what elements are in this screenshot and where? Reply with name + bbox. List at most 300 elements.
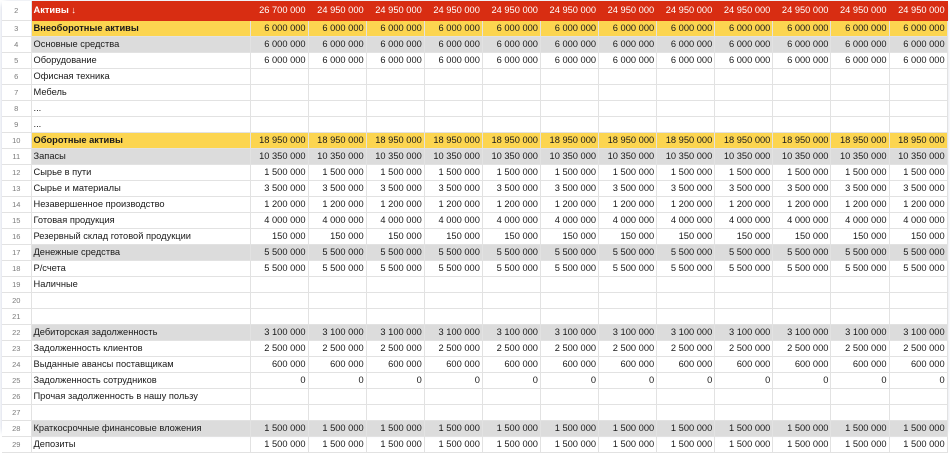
value-cell[interactable]: 150 000 (831, 229, 889, 245)
value-cell[interactable]: 10 350 000 (540, 149, 598, 165)
value-cell[interactable]: 1 200 000 (715, 197, 773, 213)
value-cell[interactable] (308, 69, 366, 85)
value-cell[interactable]: 0 (657, 373, 715, 389)
value-cell[interactable]: 5 500 000 (599, 245, 657, 261)
value-cell[interactable] (715, 117, 773, 133)
value-cell[interactable]: 6 000 000 (366, 21, 424, 37)
value-cell[interactable]: 1 200 000 (308, 197, 366, 213)
value-cell[interactable]: 10 350 000 (831, 149, 889, 165)
value-cell[interactable] (540, 101, 598, 117)
header-value-cell[interactable]: 24 950 000 (657, 1, 715, 21)
value-cell[interactable] (657, 101, 715, 117)
value-cell[interactable]: 1 200 000 (773, 197, 831, 213)
value-cell[interactable]: 0 (773, 373, 831, 389)
value-cell[interactable]: 1 200 000 (482, 197, 540, 213)
value-cell[interactable] (482, 293, 540, 309)
value-cell[interactable] (424, 405, 482, 421)
header-value-cell[interactable]: 24 950 000 (599, 1, 657, 21)
value-cell[interactable]: 6 000 000 (366, 53, 424, 69)
value-cell[interactable]: 5 500 000 (540, 261, 598, 277)
value-cell[interactable]: 0 (424, 373, 482, 389)
value-cell[interactable] (599, 309, 657, 325)
value-cell[interactable] (482, 69, 540, 85)
value-cell[interactable]: 150 000 (889, 229, 947, 245)
value-cell[interactable] (831, 85, 889, 101)
value-cell[interactable]: 10 350 000 (366, 149, 424, 165)
value-cell[interactable]: 6 000 000 (599, 37, 657, 53)
value-cell[interactable] (366, 293, 424, 309)
row-label-cell[interactable]: Основные средства (31, 37, 250, 53)
value-cell[interactable]: 1 500 000 (715, 437, 773, 453)
value-cell[interactable]: 1 500 000 (424, 421, 482, 437)
value-cell[interactable]: 1 500 000 (540, 437, 598, 453)
value-cell[interactable] (599, 69, 657, 85)
value-cell[interactable]: 6 000 000 (482, 21, 540, 37)
value-cell[interactable]: 3 500 000 (599, 181, 657, 197)
row-label-cell[interactable] (31, 309, 250, 325)
value-cell[interactable] (773, 69, 831, 85)
value-cell[interactable]: 6 000 000 (773, 53, 831, 69)
value-cell[interactable]: 3 500 000 (424, 181, 482, 197)
value-cell[interactable]: 5 500 000 (889, 245, 947, 261)
value-cell[interactable]: 10 350 000 (889, 149, 947, 165)
value-cell[interactable] (773, 117, 831, 133)
value-cell[interactable]: 18 950 000 (540, 133, 598, 149)
value-cell[interactable]: 0 (308, 373, 366, 389)
value-cell[interactable] (599, 85, 657, 101)
value-cell[interactable] (424, 101, 482, 117)
value-cell[interactable]: 5 500 000 (308, 261, 366, 277)
value-cell[interactable]: 6 000 000 (540, 37, 598, 53)
value-cell[interactable]: 4 000 000 (715, 213, 773, 229)
row-label-cell[interactable]: Задолженность клиентов (31, 341, 250, 357)
value-cell[interactable] (657, 85, 715, 101)
value-cell[interactable]: 1 500 000 (831, 437, 889, 453)
value-cell[interactable]: 1 200 000 (424, 197, 482, 213)
value-cell[interactable] (715, 389, 773, 405)
value-cell[interactable]: 600 000 (366, 357, 424, 373)
value-cell[interactable]: 6 000 000 (250, 37, 308, 53)
value-cell[interactable]: 2 500 000 (773, 341, 831, 357)
value-cell[interactable]: 10 350 000 (599, 149, 657, 165)
row-label-cell[interactable]: Дебиторская задолженность (31, 325, 250, 341)
value-cell[interactable]: 3 100 000 (599, 325, 657, 341)
value-cell[interactable]: 4 000 000 (424, 213, 482, 229)
value-cell[interactable]: 600 000 (599, 357, 657, 373)
value-cell[interactable] (773, 389, 831, 405)
value-cell[interactable]: 3 500 000 (773, 181, 831, 197)
value-cell[interactable] (773, 293, 831, 309)
value-cell[interactable]: 600 000 (424, 357, 482, 373)
value-cell[interactable]: 1 500 000 (773, 437, 831, 453)
value-cell[interactable] (540, 309, 598, 325)
value-cell[interactable] (599, 405, 657, 421)
value-cell[interactable]: 4 000 000 (482, 213, 540, 229)
value-cell[interactable]: 5 500 000 (657, 261, 715, 277)
value-cell[interactable]: 1 500 000 (366, 421, 424, 437)
row-label-cell[interactable]: Мебель (31, 85, 250, 101)
value-cell[interactable]: 5 500 000 (540, 245, 598, 261)
value-cell[interactable]: 1 200 000 (250, 197, 308, 213)
value-cell[interactable] (250, 69, 308, 85)
value-cell[interactable]: 6 000 000 (715, 53, 773, 69)
value-cell[interactable]: 18 950 000 (424, 133, 482, 149)
value-cell[interactable] (657, 405, 715, 421)
value-cell[interactable] (831, 293, 889, 309)
value-cell[interactable] (540, 277, 598, 293)
value-cell[interactable]: 1 500 000 (540, 421, 598, 437)
value-cell[interactable]: 150 000 (250, 229, 308, 245)
value-cell[interactable]: 5 500 000 (482, 261, 540, 277)
value-cell[interactable]: 6 000 000 (831, 21, 889, 37)
value-cell[interactable] (831, 101, 889, 117)
value-cell[interactable] (773, 277, 831, 293)
value-cell[interactable]: 6 000 000 (308, 37, 366, 53)
value-cell[interactable]: 6 000 000 (599, 21, 657, 37)
value-cell[interactable] (831, 69, 889, 85)
value-cell[interactable]: 2 500 000 (482, 341, 540, 357)
row-label-cell[interactable]: Оборудование (31, 53, 250, 69)
value-cell[interactable]: 150 000 (540, 229, 598, 245)
value-cell[interactable]: 6 000 000 (424, 21, 482, 37)
value-cell[interactable] (540, 85, 598, 101)
value-cell[interactable]: 4 000 000 (773, 213, 831, 229)
value-cell[interactable]: 4 000 000 (599, 213, 657, 229)
value-cell[interactable]: 1 500 000 (715, 421, 773, 437)
row-label-cell[interactable]: Оборотные активы (31, 133, 250, 149)
value-cell[interactable] (599, 277, 657, 293)
value-cell[interactable]: 6 000 000 (540, 53, 598, 69)
value-cell[interactable] (366, 69, 424, 85)
value-cell[interactable]: 5 500 000 (715, 261, 773, 277)
value-cell[interactable] (657, 309, 715, 325)
value-cell[interactable]: 1 500 000 (599, 421, 657, 437)
value-cell[interactable]: 600 000 (773, 357, 831, 373)
value-cell[interactable]: 150 000 (424, 229, 482, 245)
value-cell[interactable]: 4 000 000 (540, 213, 598, 229)
value-cell[interactable] (482, 309, 540, 325)
value-cell[interactable] (250, 85, 308, 101)
value-cell[interactable] (889, 117, 947, 133)
value-cell[interactable] (715, 277, 773, 293)
header-value-cell[interactable]: 24 950 000 (540, 1, 598, 21)
value-cell[interactable]: 2 500 000 (599, 341, 657, 357)
row-label-cell[interactable] (31, 405, 250, 421)
value-cell[interactable] (424, 117, 482, 133)
row-label-cell[interactable]: Сырье в пути (31, 165, 250, 181)
value-cell[interactable]: 1 200 000 (889, 197, 947, 213)
value-cell[interactable]: 1 200 000 (599, 197, 657, 213)
value-cell[interactable] (773, 309, 831, 325)
value-cell[interactable]: 3 500 000 (889, 181, 947, 197)
value-cell[interactable] (540, 69, 598, 85)
row-label-cell[interactable]: Краткосрочные финансовые вложения (31, 421, 250, 437)
value-cell[interactable]: 150 000 (773, 229, 831, 245)
value-cell[interactable] (831, 117, 889, 133)
value-cell[interactable]: 0 (366, 373, 424, 389)
header-label-cell[interactable]: Активы ↓ (31, 1, 250, 21)
value-cell[interactable] (540, 117, 598, 133)
value-cell[interactable]: 5 500 000 (250, 261, 308, 277)
value-cell[interactable] (482, 405, 540, 421)
value-cell[interactable] (889, 309, 947, 325)
value-cell[interactable] (715, 293, 773, 309)
row-label-cell[interactable]: Офисная техника (31, 69, 250, 85)
header-value-cell[interactable]: 24 950 000 (831, 1, 889, 21)
value-cell[interactable]: 150 000 (715, 229, 773, 245)
value-cell[interactable]: 2 500 000 (424, 341, 482, 357)
value-cell[interactable] (889, 389, 947, 405)
value-cell[interactable]: 1 200 000 (831, 197, 889, 213)
value-cell[interactable] (715, 101, 773, 117)
value-cell[interactable] (424, 85, 482, 101)
value-cell[interactable] (308, 309, 366, 325)
value-cell[interactable]: 5 500 000 (308, 245, 366, 261)
value-cell[interactable]: 1 500 000 (482, 437, 540, 453)
value-cell[interactable]: 1 500 000 (599, 165, 657, 181)
value-cell[interactable]: 6 000 000 (889, 21, 947, 37)
value-cell[interactable]: 6 000 000 (424, 53, 482, 69)
value-cell[interactable]: 600 000 (715, 357, 773, 373)
value-cell[interactable]: 3 100 000 (250, 325, 308, 341)
value-cell[interactable] (250, 389, 308, 405)
value-cell[interactable]: 3 500 000 (250, 181, 308, 197)
value-cell[interactable]: 1 500 000 (482, 421, 540, 437)
value-cell[interactable] (250, 293, 308, 309)
row-label-cell[interactable]: ... (31, 101, 250, 117)
value-cell[interactable]: 2 500 000 (250, 341, 308, 357)
value-cell[interactable]: 6 000 000 (715, 21, 773, 37)
header-value-cell[interactable]: 26 700 000 (250, 1, 308, 21)
value-cell[interactable]: 18 950 000 (657, 133, 715, 149)
value-cell[interactable]: 6 000 000 (889, 53, 947, 69)
value-cell[interactable]: 1 500 000 (773, 421, 831, 437)
value-cell[interactable]: 6 000 000 (308, 53, 366, 69)
value-cell[interactable] (366, 85, 424, 101)
value-cell[interactable]: 18 950 000 (366, 133, 424, 149)
value-cell[interactable] (657, 117, 715, 133)
value-cell[interactable] (424, 277, 482, 293)
value-cell[interactable]: 5 500 000 (599, 261, 657, 277)
value-cell[interactable]: 18 950 000 (308, 133, 366, 149)
row-label-cell[interactable]: Прочая задолженность в нашу пользу (31, 389, 250, 405)
value-cell[interactable]: 6 000 000 (889, 37, 947, 53)
value-cell[interactable]: 1 500 000 (715, 165, 773, 181)
row-label-cell[interactable] (31, 293, 250, 309)
value-cell[interactable]: 3 500 000 (715, 181, 773, 197)
value-cell[interactable] (599, 117, 657, 133)
value-cell[interactable] (540, 405, 598, 421)
value-cell[interactable]: 1 500 000 (889, 165, 947, 181)
value-cell[interactable]: 18 950 000 (482, 133, 540, 149)
value-cell[interactable]: 0 (599, 373, 657, 389)
value-cell[interactable]: 6 000 000 (482, 37, 540, 53)
value-cell[interactable]: 1 500 000 (831, 165, 889, 181)
value-cell[interactable]: 1 200 000 (657, 197, 715, 213)
value-cell[interactable]: 10 350 000 (308, 149, 366, 165)
value-cell[interactable]: 10 350 000 (424, 149, 482, 165)
value-cell[interactable]: 6 000 000 (482, 53, 540, 69)
value-cell[interactable] (831, 277, 889, 293)
value-cell[interactable]: 1 500 000 (773, 165, 831, 181)
value-cell[interactable]: 1 500 000 (250, 421, 308, 437)
value-cell[interactable]: 2 500 000 (308, 341, 366, 357)
value-cell[interactable]: 3 500 000 (308, 181, 366, 197)
value-cell[interactable]: 10 350 000 (715, 149, 773, 165)
value-cell[interactable]: 5 500 000 (424, 261, 482, 277)
header-value-cell[interactable]: 24 950 000 (715, 1, 773, 21)
value-cell[interactable]: 6 000 000 (831, 53, 889, 69)
value-cell[interactable]: 4 000 000 (308, 213, 366, 229)
value-cell[interactable]: 1 500 000 (424, 165, 482, 181)
header-value-cell[interactable]: 24 950 000 (773, 1, 831, 21)
value-cell[interactable]: 1 500 000 (482, 165, 540, 181)
value-cell[interactable]: 4 000 000 (366, 213, 424, 229)
value-cell[interactable]: 6 000 000 (308, 21, 366, 37)
value-cell[interactable] (599, 389, 657, 405)
value-cell[interactable] (773, 85, 831, 101)
value-cell[interactable]: 6 000 000 (715, 37, 773, 53)
value-cell[interactable]: 600 000 (540, 357, 598, 373)
value-cell[interactable]: 3 100 000 (657, 325, 715, 341)
value-cell[interactable]: 18 950 000 (889, 133, 947, 149)
value-cell[interactable] (540, 293, 598, 309)
value-cell[interactable]: 18 950 000 (831, 133, 889, 149)
value-cell[interactable] (482, 85, 540, 101)
value-cell[interactable] (889, 85, 947, 101)
value-cell[interactable] (366, 405, 424, 421)
value-cell[interactable]: 1 500 000 (250, 165, 308, 181)
value-cell[interactable] (889, 277, 947, 293)
value-cell[interactable] (715, 69, 773, 85)
value-cell[interactable] (250, 309, 308, 325)
value-cell[interactable] (889, 293, 947, 309)
value-cell[interactable]: 18 950 000 (599, 133, 657, 149)
value-cell[interactable]: 3 500 000 (831, 181, 889, 197)
value-cell[interactable]: 1 500 000 (831, 421, 889, 437)
value-cell[interactable]: 2 500 000 (366, 341, 424, 357)
value-cell[interactable]: 600 000 (308, 357, 366, 373)
value-cell[interactable]: 3 500 000 (657, 181, 715, 197)
row-label-cell[interactable]: Запасы (31, 149, 250, 165)
value-cell[interactable]: 18 950 000 (715, 133, 773, 149)
row-label-cell[interactable]: Выданные авансы поставщикам (31, 357, 250, 373)
value-cell[interactable] (308, 405, 366, 421)
value-cell[interactable]: 1 500 000 (657, 165, 715, 181)
row-label-cell[interactable]: Готовая продукция (31, 213, 250, 229)
value-cell[interactable] (889, 405, 947, 421)
value-cell[interactable]: 4 000 000 (889, 213, 947, 229)
value-cell[interactable]: 150 000 (657, 229, 715, 245)
value-cell[interactable] (308, 389, 366, 405)
value-cell[interactable] (308, 277, 366, 293)
value-cell[interactable]: 5 500 000 (831, 245, 889, 261)
value-cell[interactable]: 3 500 000 (366, 181, 424, 197)
row-label-cell[interactable]: Внеоборотные активы (31, 21, 250, 37)
value-cell[interactable]: 1 500 000 (308, 165, 366, 181)
value-cell[interactable]: 1 200 000 (540, 197, 598, 213)
row-label-cell[interactable]: Резервный склад готовой продукции (31, 229, 250, 245)
value-cell[interactable]: 1 500 000 (366, 165, 424, 181)
row-label-cell[interactable]: Денежные средства (31, 245, 250, 261)
row-label-cell[interactable]: Р/счета (31, 261, 250, 277)
value-cell[interactable]: 1 500 000 (308, 421, 366, 437)
value-cell[interactable] (424, 293, 482, 309)
value-cell[interactable]: 6 000 000 (773, 37, 831, 53)
value-cell[interactable]: 600 000 (250, 357, 308, 373)
value-cell[interactable] (250, 117, 308, 133)
value-cell[interactable] (250, 277, 308, 293)
value-cell[interactable]: 6 000 000 (540, 21, 598, 37)
value-cell[interactable]: 2 500 000 (889, 341, 947, 357)
row-label-cell[interactable]: Наличные (31, 277, 250, 293)
value-cell[interactable]: 5 500 000 (482, 245, 540, 261)
value-cell[interactable]: 5 500 000 (366, 245, 424, 261)
value-cell[interactable]: 3 100 000 (831, 325, 889, 341)
value-cell[interactable]: 150 000 (482, 229, 540, 245)
value-cell[interactable]: 2 500 000 (831, 341, 889, 357)
value-cell[interactable]: 6 000 000 (831, 37, 889, 53)
value-cell[interactable] (482, 101, 540, 117)
value-cell[interactable] (482, 389, 540, 405)
value-cell[interactable]: 4 000 000 (250, 213, 308, 229)
value-cell[interactable] (657, 293, 715, 309)
value-cell[interactable]: 6 000 000 (773, 21, 831, 37)
value-cell[interactable]: 2 500 000 (540, 341, 598, 357)
value-cell[interactable] (366, 277, 424, 293)
value-cell[interactable] (250, 405, 308, 421)
value-cell[interactable] (308, 101, 366, 117)
value-cell[interactable]: 2 500 000 (657, 341, 715, 357)
value-cell[interactable]: 600 000 (482, 357, 540, 373)
value-cell[interactable] (831, 389, 889, 405)
value-cell[interactable] (599, 101, 657, 117)
row-label-cell[interactable]: ... (31, 117, 250, 133)
value-cell[interactable]: 4 000 000 (831, 213, 889, 229)
value-cell[interactable]: 3 100 000 (424, 325, 482, 341)
value-cell[interactable] (424, 309, 482, 325)
value-cell[interactable]: 1 500 000 (599, 437, 657, 453)
value-cell[interactable]: 3 100 000 (482, 325, 540, 341)
value-cell[interactable]: 1 500 000 (424, 437, 482, 453)
value-cell[interactable]: 3 500 000 (482, 181, 540, 197)
value-cell[interactable]: 1 500 000 (366, 437, 424, 453)
value-cell[interactable]: 6 000 000 (424, 37, 482, 53)
value-cell[interactable]: 5 500 000 (250, 245, 308, 261)
value-cell[interactable]: 10 350 000 (482, 149, 540, 165)
value-cell[interactable]: 1 200 000 (366, 197, 424, 213)
value-cell[interactable] (366, 101, 424, 117)
value-cell[interactable]: 150 000 (599, 229, 657, 245)
value-cell[interactable]: 0 (482, 373, 540, 389)
value-cell[interactable] (773, 405, 831, 421)
value-cell[interactable]: 5 500 000 (773, 245, 831, 261)
value-cell[interactable] (715, 405, 773, 421)
value-cell[interactable]: 6 000 000 (657, 53, 715, 69)
value-cell[interactable]: 18 950 000 (773, 133, 831, 149)
value-cell[interactable]: 1 500 000 (889, 437, 947, 453)
value-cell[interactable]: 1 500 000 (657, 437, 715, 453)
value-cell[interactable]: 6 000 000 (366, 37, 424, 53)
value-cell[interactable]: 5 500 000 (366, 261, 424, 277)
value-cell[interactable] (366, 389, 424, 405)
value-cell[interactable]: 10 350 000 (657, 149, 715, 165)
value-cell[interactable]: 1 500 000 (657, 421, 715, 437)
value-cell[interactable]: 600 000 (831, 357, 889, 373)
value-cell[interactable] (424, 389, 482, 405)
value-cell[interactable] (366, 309, 424, 325)
value-cell[interactable]: 1 500 000 (889, 421, 947, 437)
